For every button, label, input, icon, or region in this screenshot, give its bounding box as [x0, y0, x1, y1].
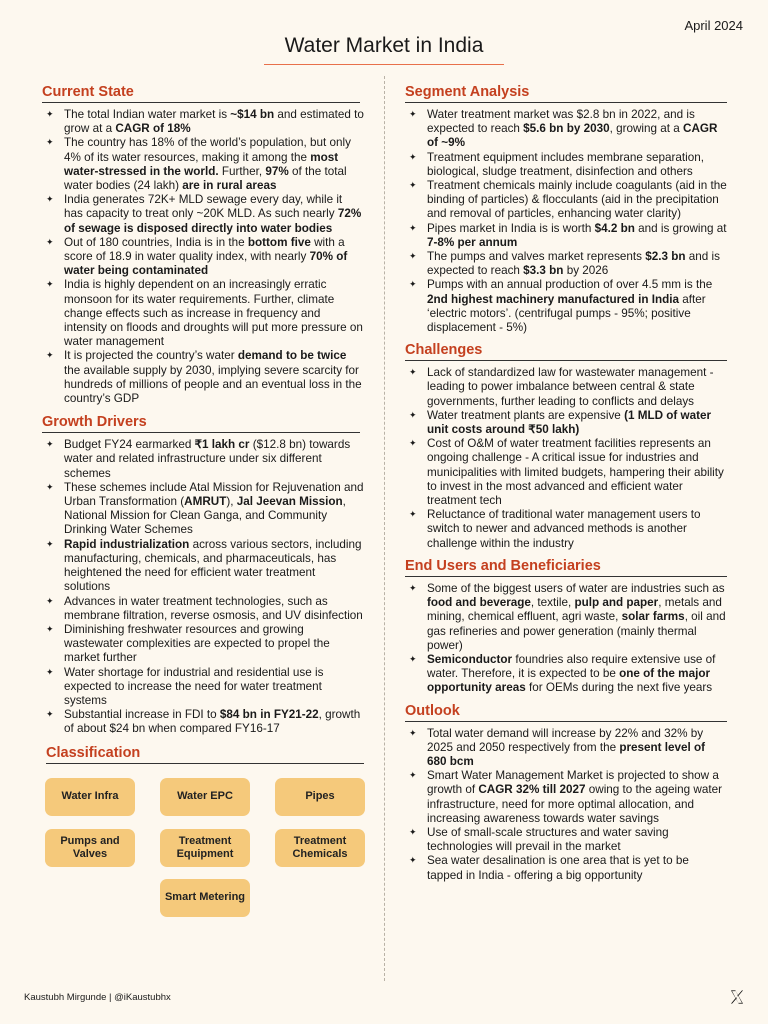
bullet-text: Water shortage for industrial and residential use is expected to increase the need for water treatment systems [64, 665, 324, 707]
bullet-item [42, 481, 364, 538]
bullet-text: Lack of standardized law for wastewater management - leading to power imbalance between central & state governments, further leading to conflicts and delays [427, 366, 714, 408]
bullet-highlight: are in rural areas [182, 179, 277, 193]
bullet-text: the available supply by 2030, implying severe scarcity for hundreds of millions of people and an eventual loss in the country’s GDP [64, 363, 362, 406]
bullet-text: Water treatment market was $2.8 bn in 2022, and is expected to reach [427, 108, 695, 136]
section-title-segment-analysis: Segment Analysis [405, 84, 727, 103]
current-state-list [42, 108, 364, 406]
bullet-highlight: 72% of sewage is disposed directly into water bodies [64, 207, 362, 235]
classification-section [42, 745, 364, 918]
bullet-text: ), [226, 495, 237, 509]
bullet-item [42, 349, 364, 406]
growth-drivers-section [42, 414, 364, 736]
bullet-highlight: $2.3 bn [645, 250, 686, 264]
page-title: Water Market in India [284, 34, 484, 57]
section-title-challenges: Challenges [405, 342, 727, 361]
bullet-text: Reluctance of traditional water management users to switch to newer and advanced methods is another challenge within the industry [427, 508, 701, 550]
end-users-section [405, 558, 727, 696]
bullet-item [405, 366, 727, 409]
bullet-highlight: solar farms [621, 610, 685, 624]
outlook-list [405, 727, 727, 883]
bullet-item [405, 437, 727, 508]
bullet-item [405, 151, 727, 179]
bullet-highlight: CAGR 32% till 2027 [478, 783, 586, 797]
bullet-text: ($12.8 bn) towards water and related infrastructure under six different schemes [64, 438, 351, 480]
classification-pill: Pipes [275, 778, 365, 816]
bullet-item [42, 623, 364, 666]
bullet-text: The pumps and valves market represents [427, 250, 646, 264]
end-users-list [405, 582, 727, 696]
bullet-text: India is highly dependent on an increasingly erratic monsoon for its water requirements. Further, climate change effects such as increase in frequency and intensity on floods and droughts will put more pressure on water management [64, 278, 363, 349]
bullet-item [42, 708, 364, 736]
publish-date: April 2024 [684, 18, 743, 33]
bullet-highlight: Rapid industrialization [64, 537, 190, 551]
bullet-text: India generates 72K+ MLD sewage every day, while it has capacity to treat only ~20K MLD. As such nearly [64, 193, 343, 221]
bullet-highlight: $5.6 bn by 2030 [523, 122, 610, 136]
segment-analysis-list [405, 108, 727, 335]
bullet-text: , National Mission for Clean Ganga, and Community Drinking Water Schemes [64, 495, 346, 537]
bullet-text: Water treatment plants are expensive [427, 408, 625, 422]
bullet-text: , oil and gas refineries and power generation (mainly thermal power) [427, 610, 726, 652]
section-title-end-users: End Users and Beneficiaries [405, 558, 727, 577]
bullet-text: owing to the ageing water infrastructure, need for more optimal allocation, and increasing awareness towards water savings [427, 783, 722, 825]
bullet-item [405, 409, 727, 437]
bullet-text: , metals and mining, chemical effluent, agri waste, [427, 596, 722, 624]
bullet-text: Total water demand will increase by 22% and 32% by 2025 and 2050 respectively from the [427, 726, 704, 754]
bullet-item [405, 727, 727, 770]
bullet-highlight: Jal Jeevan Mission [236, 495, 343, 509]
bullet-highlight: most water-stressed in the world. [64, 150, 339, 178]
classification-grid [42, 778, 364, 918]
classification-pill: Treatment Chemicals [275, 829, 365, 867]
author-credit: Kaustubh Mirgunde | @iKaustubhx [24, 992, 171, 1003]
bullet-text: of the total water bodies (24 lakh) [64, 164, 347, 193]
bullet-highlight: AMRUT [184, 495, 227, 509]
bullet-highlight: 70% of water being contaminated [64, 250, 348, 278]
bullet-highlight: bottom five [247, 235, 311, 249]
bullet-item [42, 538, 364, 595]
bullet-item [42, 595, 364, 623]
bullet-text: , textile, [530, 596, 575, 610]
bullet-highlight: pulp and paper [574, 596, 659, 610]
segment-analysis-section [405, 84, 727, 335]
bullet-text: Treatment equipment includes membrane separation, biological, sludge treatment, disinfection and others [427, 150, 704, 178]
bullet-highlight: 2nd highest machinery manufactured in India [427, 292, 679, 306]
x-logo-icon[interactable] [729, 988, 745, 1006]
bullet-item [405, 854, 727, 882]
bullet-text: These schemes include Atal Mission for Rejuvenation and Urban Transformation ( [64, 480, 364, 509]
bullet-text: It is projected the country’s water [64, 349, 238, 363]
title-underline [264, 64, 504, 65]
classification-pill: Treatment Equipment [160, 829, 250, 867]
bullet-item [42, 278, 364, 349]
right-column [405, 84, 727, 890]
bullet-highlight: demand to be twice [237, 349, 347, 363]
bullet-item [42, 108, 364, 136]
bullet-text: Substantial increase in FDI to [64, 708, 220, 722]
bullet-text: Some of the biggest users of water are industries such as [427, 581, 725, 595]
classification-pill: Water EPC [160, 778, 250, 816]
current-state-section [42, 84, 364, 406]
bullet-text: across various sectors, including manufacturing, chemicals, and pharmaceuticals, has heightened the need for efficient water treatment solutions [64, 537, 362, 594]
bullet-item [405, 769, 727, 826]
bullet-item [42, 438, 364, 481]
bullet-text: Use of small-scale structures and water saving technologies will prevail in the market [427, 825, 669, 854]
bullet-item [405, 826, 727, 854]
bullet-highlight: 97% [265, 164, 289, 178]
section-title-current-state: Current State [42, 84, 360, 103]
left-column [42, 84, 364, 925]
bullet-text: Treatment chemicals mainly include coagulants (aid in the binding of particles) & flocculants (aid in the precipitation and removal of particles, enhancing water clarity) [427, 179, 727, 221]
bullet-highlight: food and beverage [427, 596, 531, 610]
growth-drivers-list [42, 438, 364, 736]
bullet-highlight: one of the major opportunity areas [427, 667, 711, 695]
section-title-classification: Classification [46, 745, 364, 764]
bullet-item [405, 508, 727, 551]
bullet-item [42, 193, 364, 236]
bullet-item [405, 179, 727, 222]
bullet-highlight: ₹1 lakh cr [194, 438, 250, 452]
bullet-item [405, 278, 727, 335]
bullet-item [42, 666, 364, 709]
bullet-text: and is growing at [634, 221, 727, 235]
classification-pill: Pumps and Valves [45, 829, 135, 867]
bullet-text: Budget FY24 earmarked [64, 438, 195, 452]
bullet-text: Pipes market in India is is worth [427, 221, 595, 235]
bullet-text: Further, [218, 164, 266, 178]
section-title-growth-drivers: Growth Drivers [42, 414, 360, 433]
bullet-highlight: Semiconductor [427, 652, 513, 666]
bullet-highlight: present level of 680 bcm [427, 740, 706, 768]
bullet-item [405, 108, 727, 151]
challenges-section [405, 342, 727, 551]
classification-pill: Smart Metering [160, 879, 250, 917]
bullet-highlight: CAGR of ~9% [427, 122, 718, 150]
bullet-text: Out of 180 countries, India is in the [64, 235, 248, 249]
bullet-text: after ‘electric motors’. (centrifugal pumps - 95%; positive displacement - 5%) [427, 292, 706, 335]
bullet-text: Advances in water treatment technologies, such as membrane filtration, reverse osmosis, and UV disinfection [64, 594, 363, 622]
column-divider [384, 76, 385, 981]
bullet-text: Sea water desalination is one area that is yet to be tapped in India - offering a big opportunity [427, 854, 689, 882]
bullet-text: Smart Water Management Market is projected to show a growth of [427, 769, 719, 797]
outlook-section [405, 703, 727, 883]
bullet-item [42, 236, 364, 279]
bullet-highlight: (1 MLD of water unit costs around ₹50 lakh) [427, 408, 712, 437]
bullet-highlight: $3.3 bn [523, 264, 564, 278]
bullet-text: and is expected to reach [427, 250, 720, 278]
bullet-item [405, 250, 727, 278]
bullet-text: The country has 18% of the world’s population, but only 4% of its water resources, making it among the [64, 136, 351, 164]
bullet-highlight: CAGR of 18% [115, 122, 191, 136]
bullet-text: by 2026 [563, 264, 609, 278]
bullet-text: Diminishing freshwater resources and growing wastewater complexities are expected to propel the market further [64, 622, 330, 665]
bullet-text: foundries also require extensive use of water. Therefore, it is expected to be [427, 652, 716, 681]
bullet-text: The total Indian water market is [64, 108, 231, 121]
bullet-highlight: ~$14 bn [230, 108, 275, 121]
bullet-item [405, 222, 727, 250]
bullet-text: Pumps with an annual production of over 4.5 mm is the [427, 278, 713, 292]
bullet-highlight: 7-8% per annum [427, 235, 518, 249]
bullet-text: for OEMs during the next five years [525, 681, 713, 695]
bullet-text: Cost of O&M of water treatment facilities represents an ongoing challenge - A critical issue for industries and municipalities with limited budgets, hampering their ability to invest in the most advanced and efficient water treatment tech [427, 437, 724, 508]
bullet-text: , growing at a [609, 122, 684, 136]
section-title-outlook: Outlook [405, 703, 727, 722]
bullet-item [42, 136, 364, 193]
bullet-text: , growth of about $24 bn when compared FY16-17 [64, 708, 361, 736]
bullet-item [405, 653, 727, 696]
bullet-text: and estimated to grow at a [64, 108, 364, 136]
bullet-highlight: $84 bn in FY21-22 [219, 708, 319, 722]
bullet-highlight: $4.2 bn [594, 221, 635, 235]
challenges-list [405, 366, 727, 551]
bullet-item [405, 582, 727, 653]
bullet-text: with a score of 18.9 in water quality index, with nearly [64, 235, 345, 264]
classification-pill: Water Infra [45, 778, 135, 816]
